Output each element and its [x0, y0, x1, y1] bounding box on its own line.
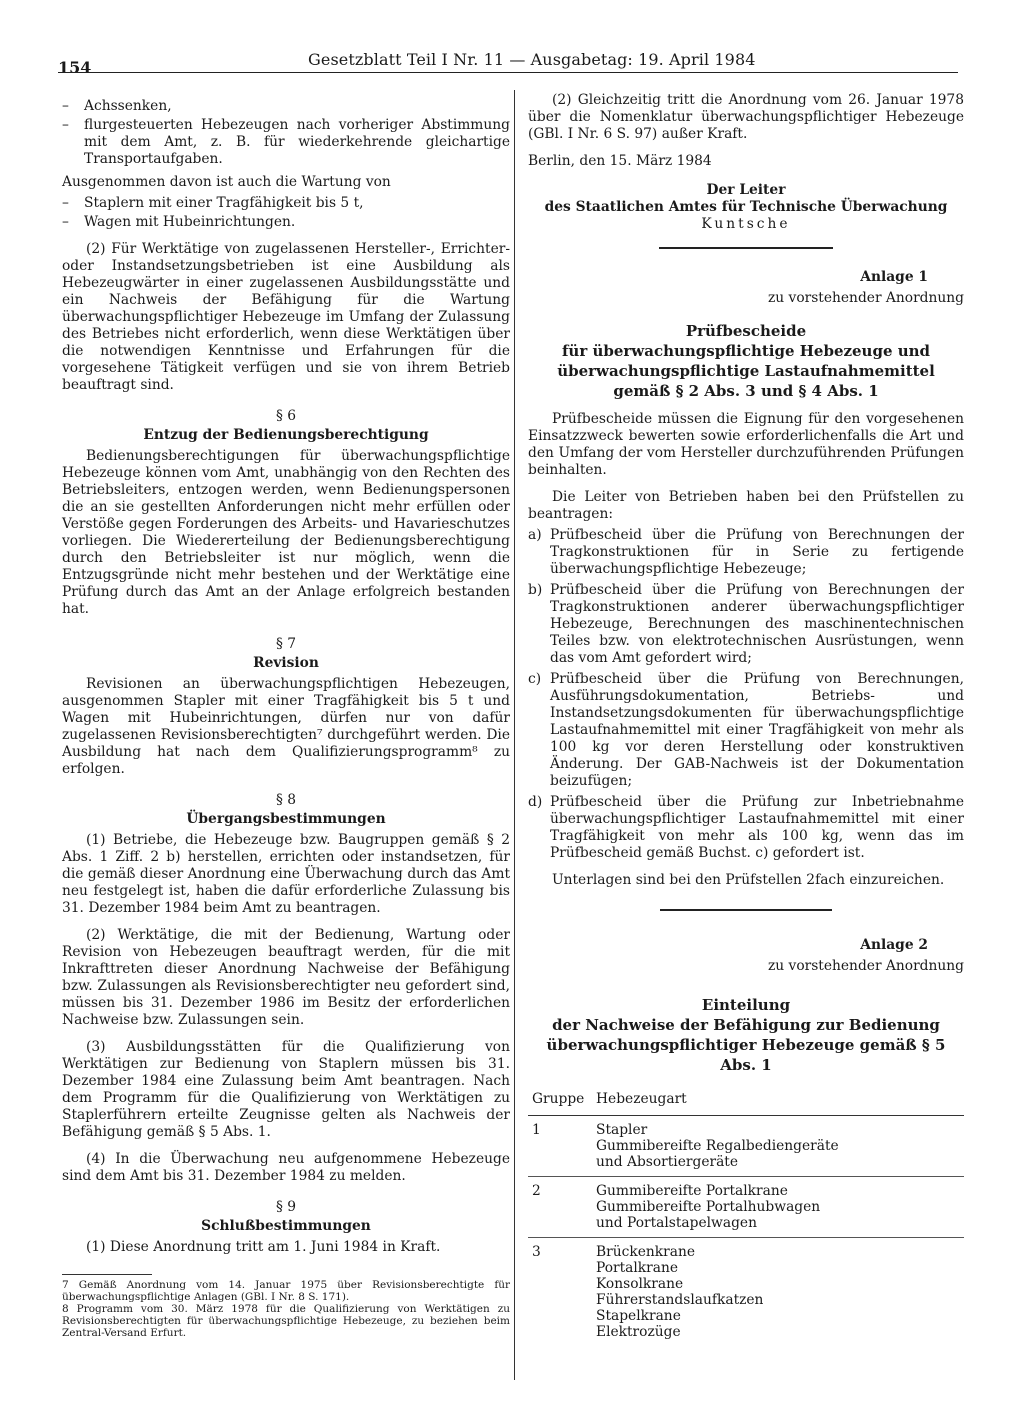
annex-2-subtitle: zu vorstehender Anordnung: [767, 958, 964, 974]
page-number: 154: [58, 58, 92, 77]
hoist-type: Stapelkrane: [596, 1308, 681, 1324]
annex-1-title-line: gemäß § 2 Abs. 3 und § 4 Abs. 1: [613, 382, 879, 400]
list-item-marker: a): [528, 527, 542, 543]
table-cell-types: [592, 1238, 964, 1347]
section-8-para-2: (2) Werktätige, die mit der Bedienung, Wartung oder Revision von Hebezeugen beauftragt werden, für die mit Inkrafttreten dieser Anordnung Nachweise der Befähigung bzw. Zulassungen als Revisionsberechtigter neu gefordert sind, müssen bis 31. Dezember 1986 im Besitz der erforderlichen Nachweise bzw. Zulassungen sein.: [62, 927, 510, 1028]
table-cell-group: 1: [528, 1116, 592, 1177]
list-item-marker: d): [528, 794, 543, 810]
column-divider: [514, 90, 515, 1380]
section-9-para-1: (1) Diese Anordnung tritt am 1. Juni 1984 in Kraft.: [86, 1239, 441, 1255]
table-cell-types: [592, 1116, 964, 1177]
annex-2-title-line: der Nachweise der Befähigung zur Bedienung: [552, 1016, 940, 1034]
list-item-text: Prüfbescheid über die Prüfung von Berechnungen der Tragkonstruktionen für in Serie zu fertigende überwachungspflichtige Hebezeuge;: [550, 527, 964, 577]
column-header-group: Gruppe: [528, 1085, 592, 1116]
annex-1-title-line: für überwachungspflichtige Hebezeuge und: [561, 342, 931, 360]
hoist-type: Elektrozüge: [596, 1324, 681, 1340]
section-7-title: Revision: [253, 655, 319, 671]
footnote-rule: [62, 1274, 152, 1275]
annex-2-title-line: überwachungspflichtiger Hebezeuge gemäß § 5 Abs. 1: [546, 1036, 946, 1074]
left-column: [62, 98, 510, 1339]
annex-2-title: [528, 995, 964, 1075]
table-row: [528, 1177, 964, 1238]
list-item-text: Prüfbescheid über die Prüfung von Berechnungen der Tragkonstruktionen anderer überwachungspflichtiger Hebezeuge, Berechnungen des maschinentechnischen Teiles bzw. von elektrotechnischen Ausrüstungen, wenn das vom Amt gefordert wird;: [550, 582, 964, 666]
right-column: [528, 92, 964, 1346]
annex-1-para-3: Unterlagen sind bei den Prüfstellen 2fach einzureichen.: [552, 872, 945, 888]
table-header-row: [528, 1085, 964, 1116]
hoist-type: Gummibereifte Portalhubwagen: [596, 1199, 821, 1215]
list-item-text: Achssenken,: [84, 98, 172, 114]
annex-2-title-line: Einteilung: [701, 996, 791, 1014]
hoist-type: Gummibereifte Portalkrane: [596, 1183, 788, 1199]
footnote-8: 8 Programm vom 30. März 1978 für die Qualifizierung von Werktätigen zu Revisionsberechtigten für überwachungspflichtige Hebezeuge, zu beziehen beim Zentral-Versand Erfurt.: [62, 1303, 510, 1339]
list-item: [528, 527, 964, 578]
hoist-type: und Absortiergeräte: [596, 1154, 739, 1170]
table-cell-group: 2: [528, 1177, 592, 1238]
annex-1-title-line: überwachungspflichtige Lastaufnahmemittel: [557, 362, 935, 380]
column-header-type: Hebezeugart: [592, 1085, 964, 1116]
section-8-para-4: (4) In die Überwachung neu aufgenommene Hebezeuge sind dem Amt bis 31. Dezember 1984 zu melden.: [62, 1151, 510, 1184]
signature-title-line-1: Der Leiter: [706, 182, 786, 198]
annex-1-label: Anlage 1: [860, 269, 928, 285]
table-cell-group: 3: [532, 1244, 541, 1260]
list-item-text: Prüfbescheid über die Prüfung von Berechnungen, Ausführungsdokumentation, Betriebs- und Instandsetzungsdokumenten für überwachungspflichtige Lastaufnahmemittel mit einer Tragfähigkeit von mehr als 100 kg vor deren Herstellung oder konstruktiven Änderung. Der GAB-Nachweis ist der Dokumentation beizufügen;: [550, 671, 964, 789]
section-6-text: Bedienungsberechtigungen für überwachungspflichtige Hebezeuge können vom Amt, unabhängig von den Rechten des Betriebsleiters, entzogen werden, wenn Bedienungspersonen die an sie gestellten Anforderungen nicht mehr erfüllen oder Verstöße gegen Forderungen des Arbeits- und Havarieschutzes vorliegen. Die Wiedererteilung der Bedienungsberechtigung durch den Betriebsleiter ist nur möglich, wenn die Entzugsgründe nicht mehr bestehen und der Werktätige eine Prüfung durch das Amt an der Anlage erfolgreich bestanden hat.: [62, 448, 510, 617]
signature-name: Kuntsche: [701, 216, 791, 232]
list-item: [528, 582, 964, 667]
section-9-para-2: (2) Gleichzeitig tritt die Anordnung vom 26. Januar 1978 über die Nomenklatur überwachungspflichtiger Hebezeuge (GBl. I Nr. 6 S. 97) außer Kraft.: [528, 92, 964, 142]
list-item-marker: c): [528, 671, 542, 687]
section-6-number: § 6: [275, 408, 297, 424]
list-item: – Staplern mit einer Tragfähigkeit bis 5 t,: [62, 195, 510, 212]
annex-1-title: [528, 321, 964, 401]
page-header-title: Gesetzblatt Teil I Nr. 11 — Ausgabetag: 19. April 1984: [308, 50, 756, 69]
section-9-number: § 9: [275, 1199, 297, 1215]
hoist-type: Portalkrane: [596, 1260, 679, 1276]
section-7-number: § 7: [275, 636, 297, 652]
list-item-text: Wagen mit Hubeinrichtungen.: [84, 214, 296, 230]
hoist-type: Brückenkrane: [596, 1244, 695, 1260]
list-item: – flurgesteuerten Hebezeugen nach vorheriger Abstimmung mit dem Amt, z. B. für wiederkehrende gleichartige Transportaufgaben.: [62, 117, 510, 167]
list-item: – Achssenken,: [62, 98, 510, 115]
paragraph-2: (2) Für Werktätige von zugelassenen Hersteller-, Errichter- oder Instandsetzungsbetrieben ist eine Ausbildung als Hebezeugwärter in einer zugelassenen Ausbildungsstätte und ein Nachweis der Befähigung für die Wartung überwachungspflichtiger Hebezeuge im Umfang der Zulassung des Betriebes nicht erforderlich, wenn diese Werktätigen über die notwendigen Kenntnisse und Erfahrungen für die vorgesehene Tätigkeit verfügen und sie von ihrem Betrieb beauftragt sind.: [62, 241, 510, 393]
hoist-type: Gummibereifte Regalbediengeräte: [596, 1138, 839, 1154]
list-item-text: flurgesteuerten Hebezeugen nach vorheriger Abstimmung mit dem Amt, z. B. für wiederkehrende gleichartige Transportaufgaben.: [84, 117, 510, 167]
list-item: [528, 794, 964, 862]
separator-rule: [659, 247, 833, 249]
annex-1-subtitle: zu vorstehender Anordnung: [767, 290, 964, 306]
table-row: [528, 1116, 964, 1177]
place-date: Berlin, den 15. März 1984: [528, 153, 712, 169]
separator-rule: [660, 909, 832, 911]
hoist-type: Konsolkrane: [596, 1276, 684, 1292]
exception-intro: Ausgenommen davon ist auch die Wartung von: [62, 174, 391, 190]
hoist-type: und Portalstapelwagen: [596, 1215, 757, 1231]
footnote-7: 7 Gemäß Anordnung vom 14. Januar 1975 über Revisionsberechtigte für überwachungspflichtige Anlagen (GBl. I Nr. 8 S. 171).: [62, 1279, 510, 1303]
table-cell-types: [592, 1177, 964, 1238]
table-row: [528, 1238, 964, 1347]
hoist-type: Führerstandslaufkatzen: [596, 1292, 764, 1308]
section-6-title: Entzug der Bedienungsberechtigung: [143, 427, 429, 443]
list-item-marker: b): [528, 582, 543, 598]
section-8-number: § 8: [275, 792, 297, 808]
section-9-title: Schlußbestimmungen: [201, 1218, 371, 1234]
section-7-text: Revisionen an überwachungspflichtigen Hebezeugen, ausgenommen Stapler mit einer Tragfähigkeit bis 5 t und Wagen mit Hubeinrichtungen, dürfen nur von dafür zugelassenen Revisionsberechtigten⁷ durchgeführt werden. Die Ausbildung hat nach dem Qualifizierungsprogramm⁸ zu erfolgen.: [62, 676, 510, 777]
annex-1-title-line: Prüfbescheide: [685, 322, 807, 340]
hoist-type: Stapler: [596, 1122, 648, 1138]
list-item: – Wagen mit Hubeinrichtungen.: [62, 214, 510, 231]
header-rule: [58, 72, 958, 73]
annex-1-para-1: Prüfbescheide müssen die Eignung für den vorgesehenen Einsatzzweck bewerten sowie erforderlichenfalls die Art und den Umfang der vom Hersteller durchzuführenden Prüfungen beinhalten.: [528, 411, 964, 478]
section-8-para-3: (3) Ausbildungsstätten für die Qualifizierung von Werktätigen zur Bedienung von Staplern müssen bis 31. Dezember 1984 eine Zulassung beim Amt beantragen. Nach dem Programm für die Qualifizierung von Werktätigen zu Staplerführern erteilte Zeugnisse gelten als Nachweis der Befähigung gemäß § 5 Abs. 1.: [62, 1039, 510, 1140]
list-item-text: Prüfbescheid über die Prüfung zur Inbetriebnahme überwachungspflichtiger Lastaufnahmemittel mit einer Tragfähigkeit von mehr als 100 kg, wenn das im Prüfbescheid gemäß Buchst. c) gefordert ist.: [550, 794, 964, 861]
group-table: [528, 1085, 964, 1346]
section-8-para-1: (1) Betriebe, die Hebezeuge bzw. Baugruppen gemäß § 2 Abs. 1 Ziff. 2 b) herstellen, errichten oder instandsetzen, für die gemäß dieser Anordnung eine Überwachung durch das Amt neu festgelegt ist, haben die dafür erforderliche Zulassung bis 31. Dezember 1984 beim Amt zu beantragen.: [62, 832, 510, 916]
list-item: [528, 671, 964, 790]
list-item-text: Staplern mit einer Tragfähigkeit bis 5 t,: [84, 195, 364, 211]
signature-title-line-2: des Staatlichen Amtes für Technische Überwachung: [544, 199, 948, 215]
section-8-title: Übergangsbestimmungen: [186, 811, 386, 827]
annex-2-label: Anlage 2: [860, 937, 928, 953]
annex-1-para-2: Die Leiter von Betrieben haben bei den Prüfstellen zu beantragen:: [528, 489, 964, 522]
